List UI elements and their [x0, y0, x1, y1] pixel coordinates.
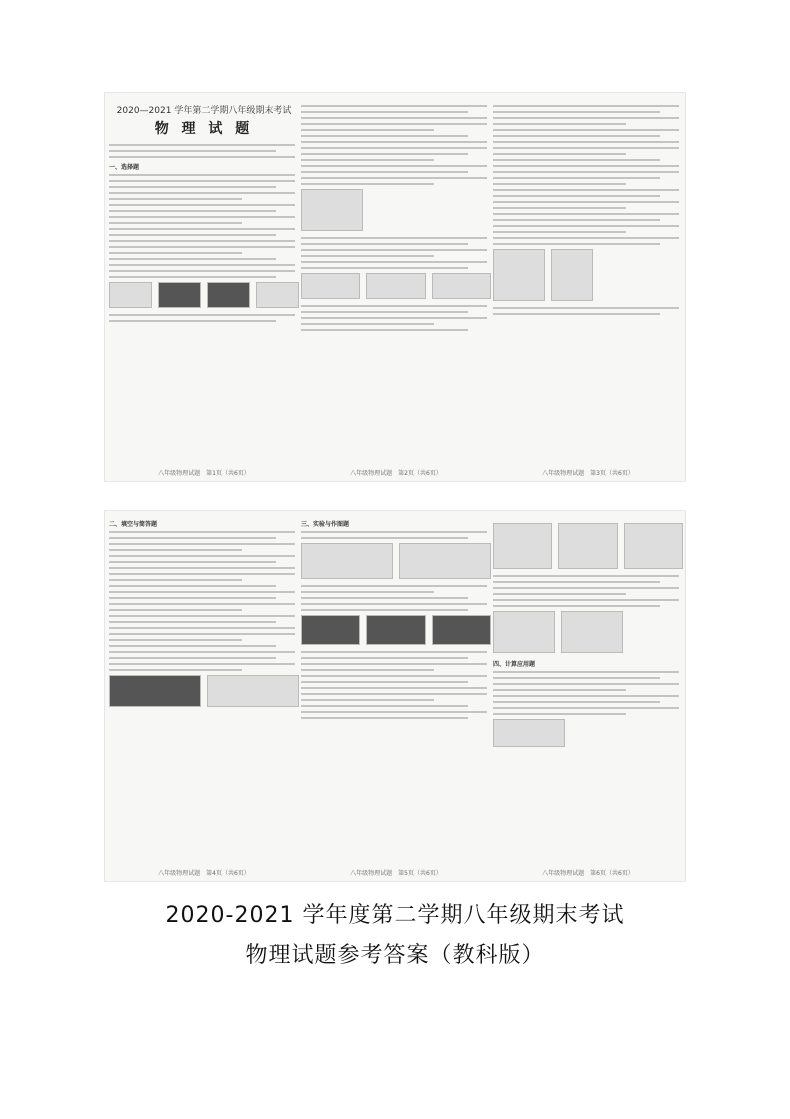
exam-column-6: [493, 511, 683, 881]
section-2-title: 二、填空与简答题: [109, 521, 158, 528]
section-3-title: 三、实验与作图题: [301, 521, 350, 528]
exam-subtitle: 物 理 试 题: [154, 121, 254, 137]
section-4-title: 四、计算应用题: [493, 661, 536, 668]
exam-column-3: [493, 93, 683, 481]
exam-scan-top: [104, 92, 686, 482]
section-1-title: 一、选择题: [109, 164, 140, 171]
figure-row: [109, 282, 299, 308]
page-footer-5: 八年级物理试题 第5页（共6页）: [350, 870, 442, 877]
answer-key-title-line-2: 物理试题参考答案（教科版）: [245, 943, 545, 968]
page-footer-1: 八年级物理试题 第1页（共6页）: [158, 470, 250, 477]
page-footer-3: 八年级物理试题 第3页（共6页）: [542, 470, 634, 477]
page-footer-6: 八年级物理试题 第6页（共6页）: [542, 870, 634, 877]
page-footer-4: 八年级物理试题 第4页（共6页）: [158, 870, 250, 877]
exam-column-1: [109, 93, 299, 481]
exam-column-2: [301, 93, 491, 481]
page-footer-2: 八年级物理试题 第2页（共6页）: [350, 470, 442, 477]
exam-title: 2020—2021 学年第二学期八年级期末考试: [116, 106, 292, 116]
exam-column-4: [109, 511, 299, 881]
exam-scan-bottom: [104, 510, 686, 882]
exam-column-5: [301, 511, 491, 881]
answer-key-title-line-1: 2020-2021 学年度第二学期八年级期末考试: [165, 903, 625, 928]
